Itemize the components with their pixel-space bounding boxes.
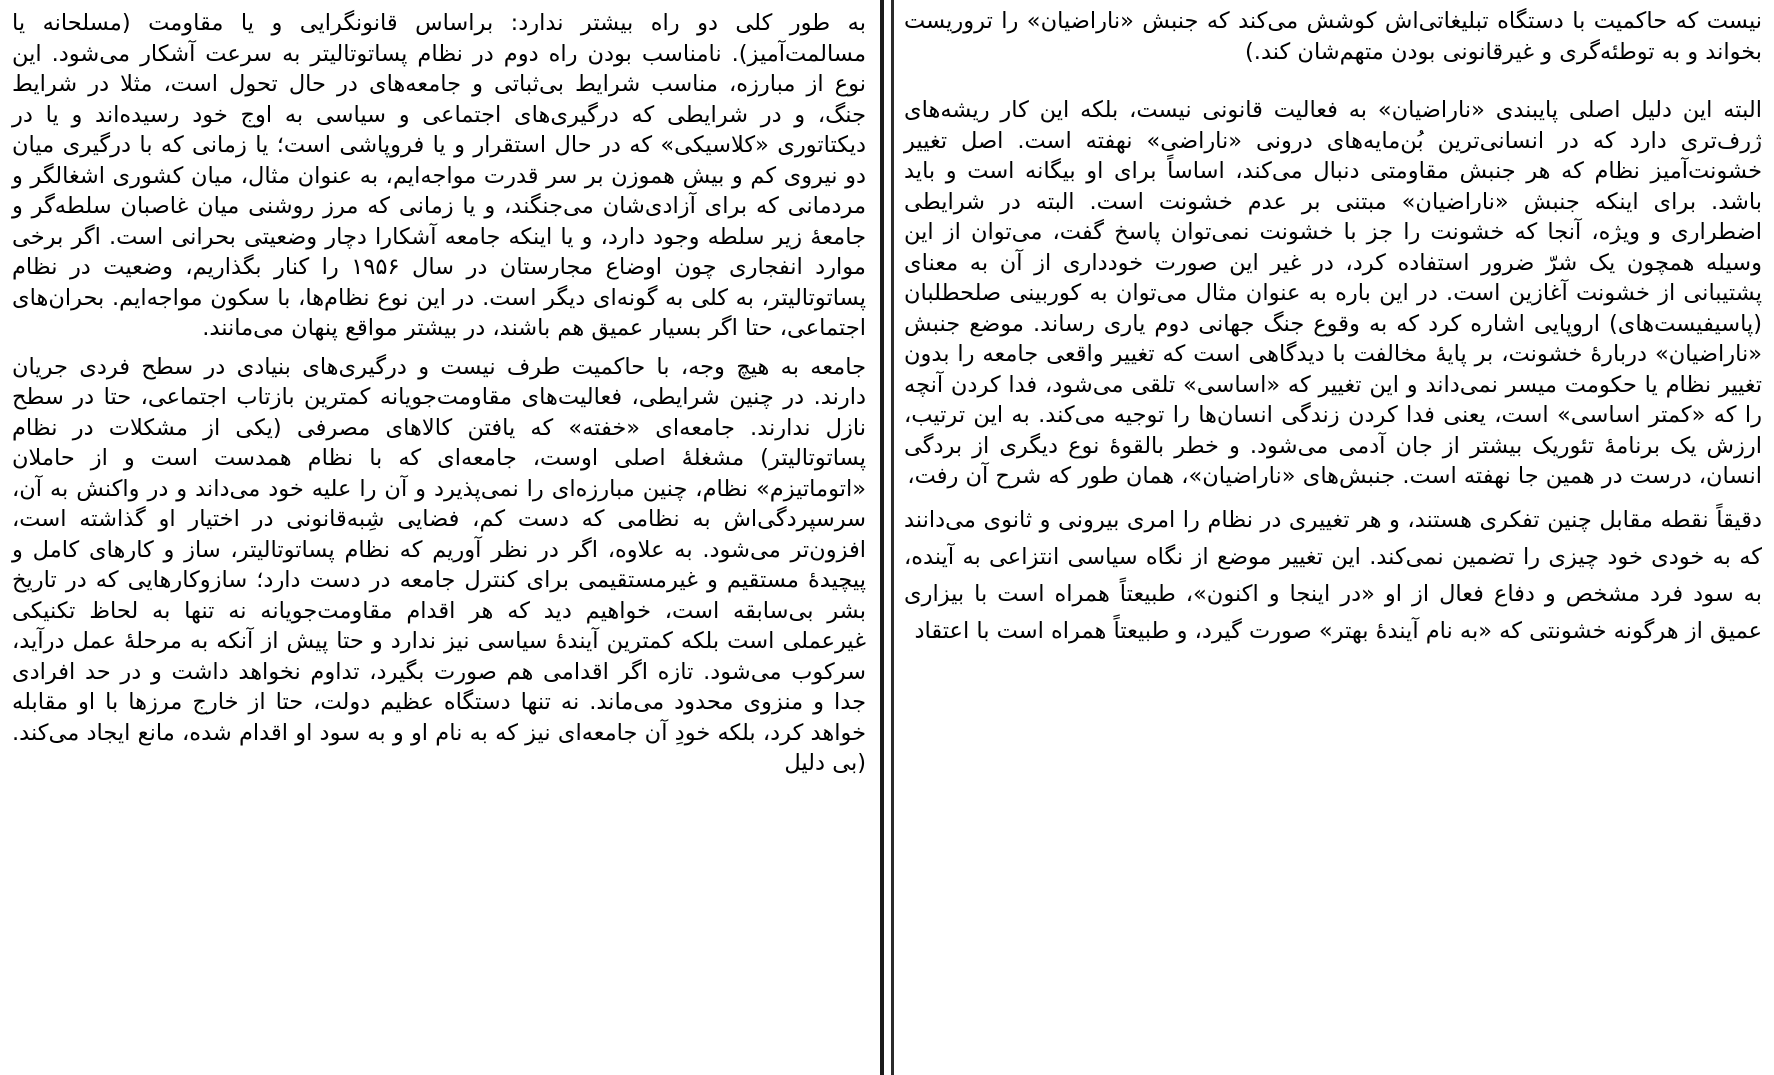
left-page [0,0,880,1075]
right-paragraph-1: نیست که حاکمیت با دستگاه تبلیغاتی‌اش کوشش می‌کند که جنبش «ناراضیان» را تروریست بخواند و به توطئه‌گری و غیرقانونی بودن متهم‌شان کند.) [904,8,1762,65]
left-paragraph-2: جامعه به هیچ وجه، با حاکمیت طرف نیست و درگیری‌های بنیادی در سطح فردی جریان دارند. در چنین شرایطی، فعالیت‌های مقاومت‌جویانه کمترین بازتاب اجتماعی، حتا در سطح نازل ندارند. جامعه‌ای «خفته» که یافتن کالاهای مصرفی (یکی از مشکلات در نظام پساتوتالیتر) مشغلهٔ اصلی اوست، جامعه‌ای که با نظام همدست است و از حاملان «اتوماتیزم» نظام، چنین مبارزه‌ای را نمی‌پذیرد و آن را علیه خود می‌داند و در واکنش به آن، سرسپردگی‌اش به نظامی که دست کم، فضایی شِبه‌قانونی در اختیار او گذاشته است، افزون‌تر می‌شود. به علاوه، اگر در نظر آوریم که نظام پساتوتالیتر، ساز و کارهای کامل و پیچیدهٔ مستقیم و غیرمستقیمی برای کنترل جامعه در دست دارد؛ سازوکارهایی که در تاریخ بشر بی‌سابقه است، خواهیم دید که هر اقدام مقاومت‌جویانه نه تنها به لحاظ تکنیکی غیرعملی است بلکه کمترین آیندهٔ سیاسی نیز ندارد و حتا پیش از آنکه به مرحلهٔ عمل درآید، سرکوب می‌شود. تازه اگر اقدامی هم صورت بگیرد، تداوم نخواهد داشت و در حد افرادی جدا و منزوی محدود می‌ماند. نه تنها دستگاه عظیم دولت، حتا از خارج مرزها با او مقابله خواهد کرد، بلکه خودِ آن جامعه‌ای نیز که به نام او و به سود او اقدام شده، مانع ایجاد می‌کند. (بی دلیل [12,353,866,776]
book-gutter [880,0,894,1075]
left-paragraph-1: به طور کلی دو راه بیشتر ندارد: براساس قانونگرایی و یا مقاومت (مسلحانه یا مسالمت‌آمیز). نامناسب بودن راه دوم در نظام پساتوتالیتر به سرعت آشکار می‌شود. این نوع از مبارزه، مناسب شرایط بی‌ثباتی و جامعه‌های در حال تحول است، مثلا در شرایط جنگ، و در شرایطی که درگیری‌های اجتماعی و سیاسی به اوج خود رسیده‌اند و یا در دیکتاتوری «کلاسیکی» که در حال استقرار و یا فروپاشی است؛ یا زمانی که با درگیری میان دو نیروی کم و بیش هموزن بر سر قدرت مواجه‌ایم، به عنوان مثال، میان کشوری اشغالگر و مردمانی که برای آزادی‌شان می‌جنگند، و یا زمانی که مرز روشنی میان غاصبان سلطه‌گر و جامعهٔ زیر سلطه وجود دارد، و یا اینکه جامعه آشکارا دچار وضعیتی بحرانی است. اگر برخی موارد انفجاری چون اوضاع مجارستان در سال ۱۹۵۶ را کنار بگذاریم، وضعیت در نظام پساتوتالیتر، به کلی به گونه‌ای دیگر است. در این نوع نظام‌ها، با سکون مواجه‌ایم. بحران‌های اجتماعی، حتا اگر بسیار عمیق هم باشند، در بیشتر مواقع پنهان می‌مانند. [12,10,866,341]
right-paragraph-2: البته این دلیل اصلی پایبندی «ناراضیان» به فعالیت قانونی نیست، بلکه این کار ریشه‌های ژرف‌تری دارد که در انسانی‌ترین بُن‌مایه‌های درونی «ناراضی» نهفته است. اصل تغییر خشونت‌آمیز نظام که هر جنبش مقاومتی دنبال می‌کند، اساساً برای او بیگانه است و باید باشد. برای اینکه جنبش «ناراضیان» مبتنی بر عدم خشونت است. البته در شرایطی اضطراری و ویژه، آنجا که خشونت را جز با خشونت نمی‌توان پاسخ گفت، می‌توان از این وسیله همچون یک شرّ ضرور استفاده کرد، در غیر این صورت خودداری از آن به معنای پشتیبانی از خشونت آغازین است. در این باره به عنوان مثال می‌توان به کوربینی صلحطلبان (پاسیفیست‌های) اروپایی اشاره کرد که به وقوع جنگ جهانی دوم یاری رساند. موضع جنبش «ناراضیان» دربارهٔ خشونت، بر پایهٔ مخالفت با دیدگاهی است که تغییر واقعی جامعه را بدون تغییر نظام یا حکومت میسر نمی‌داند و این تغییر که «اساسی» تلقی می‌شود، فدا کردن آنچه را که «کمتر اساسی» است، یعنی فدا کردن زندگی انسان‌ها را توجیه می‌کند. به این ترتیب، ارزش یک برنامهٔ تئوریک بیشتر از جان آدمی می‌شود. و خطر بالقوهٔ نوع دیگری از بردگی انسان، درست در همین جا نهفته است. جنبش‌های «ناراضیان»، همان طور که شرح آن رفت، [904,97,1762,489]
right-page [894,0,1774,1075]
right-paragraph-3: دقیقاً نقطه مقابل چنین تفکری هستند، و هر تغییری در نظام را امری بیرونی و ثانوی می‌دانند که به خودی خود چیزی را تضمین نمی‌کند. این تغییر موضع از نگاه سیاسی انتزاعی به آینده، به سود فرد مشخص و دفاع فعال از او «در اینجا و اکنون»، طبیعتاً همراه است با بیزاری عمیق از هرگونه خشونتی که «به نام آیندهٔ بهتر» صورت گیرد، و طبیعتاً همراه است با اعتقاد [904,506,1762,644]
